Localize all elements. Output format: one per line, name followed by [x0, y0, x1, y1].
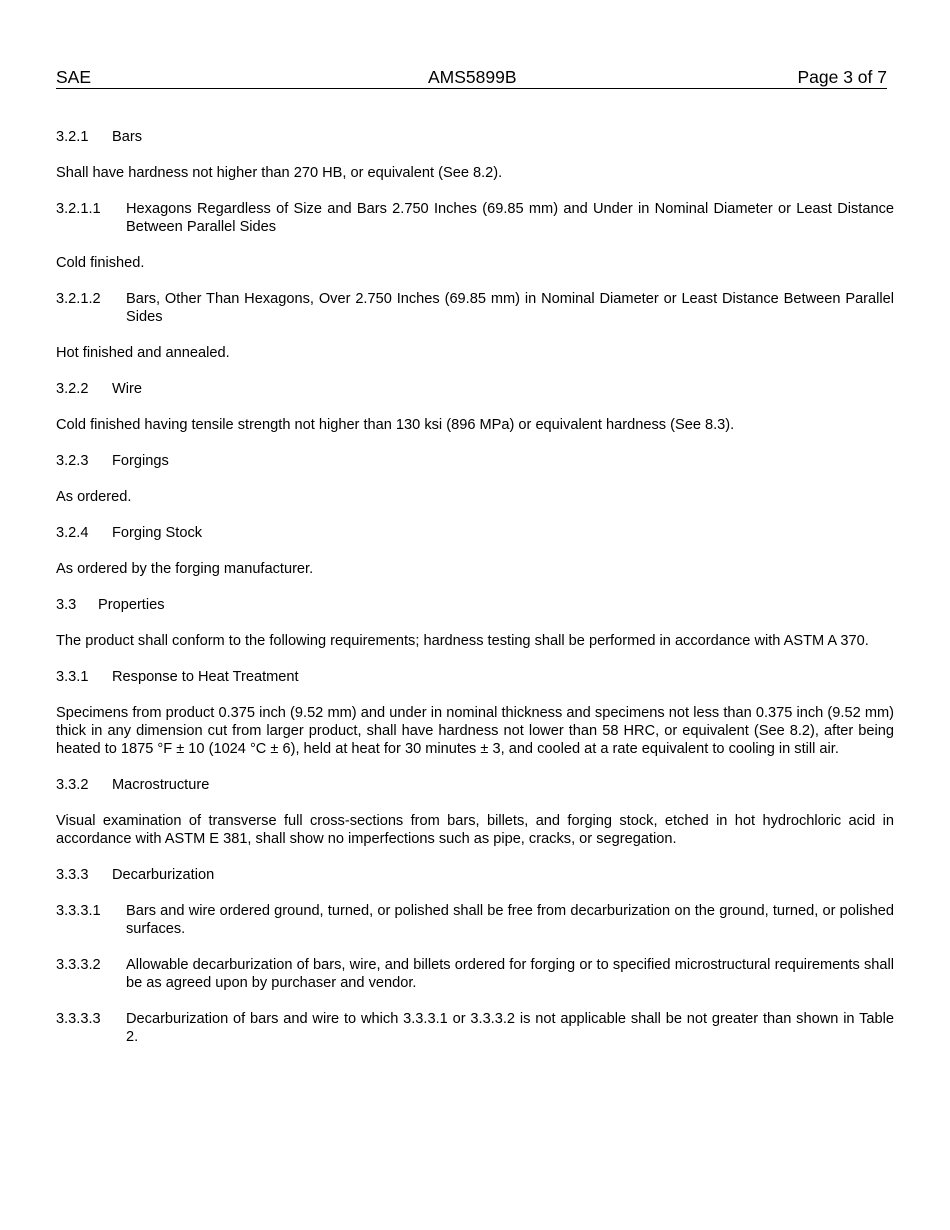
section-heading-3-3-2 [56, 776, 894, 794]
section-heading-3-3-3 [56, 866, 894, 884]
paragraph-3-2-2: Cold finished having tensile strength not higher than 130 ksi (896 MPa) or equivalent hardness (See 8.3). [56, 417, 735, 433]
section-title: Forgings [112, 453, 169, 469]
section-title: Macrostructure [112, 777, 210, 793]
header-org: SAE [56, 67, 92, 87]
paragraph-3-3-2: Visual examination of transverse full cross-sections from bars, billets, and forging stock, etched in hot hydrochloric acid in accordance with ASTM E 381, shall show no imperfections such as pipe, cracks, or segregation. [56, 813, 894, 847]
section-number: 3.3.3.1 [56, 903, 101, 919]
section-heading-3-2-1-2 [56, 290, 894, 326]
section-heading-3-3 [56, 596, 894, 614]
section-item-3-3-3-1 [56, 902, 894, 938]
paragraph-3-2-3: As ordered. [56, 489, 132, 505]
section-number: 3.3.2 [56, 777, 89, 793]
section-number: 3.2.2 [56, 381, 89, 397]
section-text: Decarburization of bars and wire to which 3.3.3.1 or 3.3.3.2 is not applicable shall be not greater than shown in Table 2. [126, 1011, 894, 1045]
page-header [56, 67, 887, 89]
section-item-3-3-3-2 [56, 956, 894, 992]
paragraph-3-3: The product shall conform to the following requirements; hardness testing shall be performed in accordance with ASTM A 370. [56, 633, 869, 649]
section-number: 3.3.3.2 [56, 957, 101, 973]
section-number: 3.2.3 [56, 453, 89, 469]
section-title: Wire [112, 381, 142, 397]
section-text: Bars and wire ordered ground, turned, or polished shall be free from decarburization on the ground, turned, or polished surfaces. [126, 903, 894, 937]
section-text: Allowable decarburization of bars, wire, and billets ordered for forging or to specified microstructural requirements shall be as agreed upon by purchaser and vendor. [126, 957, 894, 991]
paragraph-3-2-4: As ordered by the forging manufacturer. [56, 561, 314, 577]
section-heading-3-2-1-1 [56, 200, 894, 236]
section-title: Forging Stock [112, 525, 203, 541]
paragraph-3-3-1: Specimens from product 0.375 inch (9.52 mm) and under in nominal thickness and specimens not less than 0.375 inch (9.52 mm) thick in any dimension cut from larger product, shall have hardness not lower than 58 HRC, or equivalent (See 8.2), after being heated to 1875 °F ± 10 (1024 °C ± 6), held at heat for 30 minutes ± 3, and cooled at a rate equivalent to cooling in still air. [56, 705, 894, 757]
section-number: 3.3.3 [56, 867, 89, 883]
section-title: Response to Heat Treatment [112, 669, 299, 685]
section-number: 3.2.1 [56, 129, 89, 145]
section-title: Bars [112, 129, 143, 145]
document-body [56, 128, 894, 1064]
section-title: Bars, Other Than Hexagons, Over 2.750 Inches (69.85 mm) in Nominal Diameter or Least Distance Between Parallel Sides [126, 291, 894, 325]
section-heading-3-2-2 [56, 380, 894, 398]
paragraph-3-2-1: Shall have hardness not higher than 270 HB, or equivalent (See 8.2). [56, 165, 503, 181]
section-number: 3.2.4 [56, 525, 89, 541]
paragraph-3-2-1-1: Cold finished. [56, 255, 145, 271]
header-page-number: Page 3 of 7 [797, 67, 887, 87]
section-heading-3-3-1 [56, 668, 894, 686]
section-number: 3.3 [56, 597, 77, 613]
section-heading-3-2-1 [56, 128, 894, 146]
paragraph-3-2-1-2: Hot finished and annealed. [56, 345, 230, 361]
section-number: 3.3.3.3 [56, 1011, 101, 1027]
section-title: Decarburization [112, 867, 215, 883]
section-number: 3.2.1.2 [56, 291, 101, 307]
section-title: Hexagons Regardless of Size and Bars 2.750 Inches (69.85 mm) and Under in Nominal Diameter or Least Distance Between Parallel Sides [126, 201, 894, 235]
header-doc-id: AMS5899B [428, 67, 517, 87]
section-heading-3-2-4 [56, 524, 894, 542]
section-heading-3-2-3 [56, 452, 894, 470]
section-item-3-3-3-3 [56, 1010, 894, 1046]
section-title: Properties [98, 597, 165, 613]
section-number: 3.3.1 [56, 669, 89, 685]
section-number: 3.2.1.1 [56, 201, 101, 217]
